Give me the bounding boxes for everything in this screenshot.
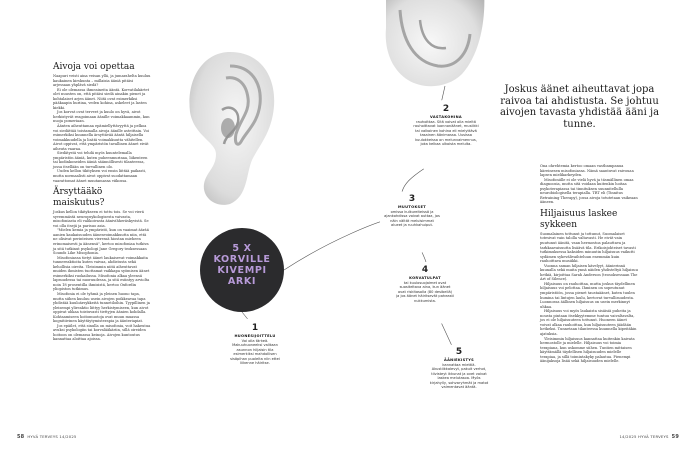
- step-title: MUUTOKSET: [398, 205, 426, 209]
- step-number: 2: [442, 104, 450, 114]
- infographic-center-circle: [200, 228, 284, 312]
- body-paragraph: Joskus kellon tikitykseen ei tottu tois. Se voi vierä syvemmästä neuropsykologisesta vaivasta, misofoniasta eli valikoivasta äänivihheräskyvistä. Se voi olla itsejä ja parisuo asia.: [53, 210, 149, 228]
- body-paragraph: Jos epäilet, että sinulla on misofonia, voit hakeutua avuksi psykologiin tai korvalääkäriin, sillä oireiden hoitoon on olemassa keinoja. Aivojen kuntoutus kannattaa aloittaa ajoissa.: [53, 323, 151, 342]
- step-number: 1: [251, 323, 259, 333]
- center-line-2: KORVILLE: [213, 254, 271, 265]
- step-text: rauhoittaa. Sitä voivat olla mieltä rauhoittavat luonnonäänet, musiikki tai valkoinen kohina eli mielyttävä tasainen äänimassa. Uusissa kuulokkeissa on melunvaimennus, joka kelkaa ulkoista melulta.: [413, 120, 479, 147]
- step-title: VASTAKOHINA: [430, 115, 462, 119]
- body-paragraph: Hiljaisuus voi myös laukaista sisäisiä puheita ja nousta pintaan itsekkyytemme tuntuu vaivaltavalta, jos ei ole hiljaisuuteen tottunut. Huoneen äänet voivat alkaa rauhoittaa, kun hiljaisuuteen jäädään hetkeksi. Tunnetaan tilanteessa kuunnella kipeitäkin ajatuksia.: [540, 309, 637, 336]
- heading-arsyttaako-maiskutus: Ärsyttääkö maiskutus?: [53, 187, 105, 209]
- right-text-column: [540, 164, 638, 364]
- step-number: 4: [421, 265, 429, 275]
- body-paragraph: Hiljaisuus on rauhoittaa, mutta joskus täydellinen hiljaisuus voi pelottaa. Ihminen on sopeutunut ympäristöön, jossa pienet taustaäänet, kuten tuulen humina tai lintujen laulu, kertovat turvallisuudesta. Luonnossa äällinen hiljaisuus on usein merkinnyt uhkaa.: [540, 281, 635, 309]
- folio-right: [619, 434, 682, 440]
- step-number: 3: [408, 194, 416, 204]
- step-circle-2: [408, 100, 484, 176]
- step-title: HUONESIJOITTELU: [234, 334, 276, 338]
- body-paragraph: Suomalainen tottunut ja tottunut, Suomalaiset totesivat vain talolla valtavasti. He eivät vain puutunut äänitä, vaan hermostoa palauttava ja tarkkaavaisuutta lisäävä tila. Erikoisjohteiset tavasti tutkimuksessa kaksiden minuutin hiljaisuus vaikutti sydämen sykevälivaihteluun enemmän kuin rauhoittava musiikki.: [540, 231, 636, 264]
- body-paragraph: Uuden kellon tikityksen voi ensin liittää paikasti, mutta normaalisti aivot oppivat suodattamaan vaarattomat äänet muutamassa viikossa.: [53, 169, 147, 183]
- step-text: tai kuulosuojaimet ovat suositeltava aina, kun äänet ovat riskitasolla (80 desibeliä) ja jos äänet häiritsevät paheasti nukkumista.: [396, 281, 454, 303]
- step-text: Voi olla tärkeä. Makuuhuoneeksi valitaan asunnon hiljaisin tila esimerkiksi mahdollisen sisäpihan puolelta niin ettei liikenne häiritse.: [230, 339, 280, 366]
- center-line-3: KIVEMPI: [217, 265, 267, 276]
- step-circle-1: [222, 318, 288, 384]
- body-paragraph: Misofonia ei ole tyhmä ja yleinen huono tapa, mutta siihen kuuluu usein aivojen poikkeavaa tapa yhdistää kuuloärsykkeitä tunnetiloihin. Tyypillinen ja yleisempi ylireaktio liittyy herkistymiseen, kun aivot oppivat uhkaa toistuvasti tiettyjen äänien kohdalla. Kohtaamiseen hoitomuotoja ovat muun muassa kognitiivinen käyttäytymisterapia ja äänteriapiat.: [53, 291, 150, 324]
- step-number: 5: [455, 347, 463, 357]
- body-paragraph: Naapuri veisti aina veisan yllä, ja jumarahelta kuuluu kaukainen kirskunta – millaisia ääniä pitäisi arjessaan yhplävä siedä?: [53, 74, 151, 88]
- body-paragraph: Misofoniassa tietyt äänet laukaisevat voimakkaita tunnereaktioita kuten vaivaa, ahdistusta sekä kehollisia oireita. Yleisimmin niitä aiheuttavat muiden ihmisten tuottamat vaikkapa syömisen äänet esimerkiksi ruokailussa. Misofonia alkaa yleensä lapsuudessa tai nuoruudessa, ja sitä esiintyy arviolta noin 18 prosentilla ihmisistä, kertoo Oxfordin yliopiston tutkimus.: [53, 255, 150, 292]
- body-paragraph: Ei ole olemassa ihmeaineita ääntä. Korvatilakärtet olet nuusten on, että pitäisi siedä ainakin pienet ja kohtalaiset arjen äänet. Niitä ovat esimerkiksi pääkaapin huriina, veden kohina, askeleet ja lasten kiekki.: [53, 87, 150, 110]
- body-paragraph: Äänten aiheuttamaa epämiellyttävyyttä ja pelkoa voi siedättää toistamalla aivoja äänille asteittain. Voi esimerkiksi kuunnella ärsyttävää ääntä hiljaisella voimakkuudella ja lisätä voimakkuutta vähitellen. Aivot oppivat, että ympäristön tavallinen äänet eivät aiheuta vaaraa.: [53, 124, 149, 151]
- center-line-1: 5 X: [232, 243, 252, 254]
- step-circle-4: [392, 262, 458, 328]
- step-circle-5: [424, 344, 494, 414]
- page-number-left: 58: [17, 434, 25, 440]
- step-title: ÄÄNIEKISTYS: [443, 358, 474, 362]
- folio-text-left: HYVÄ TERVEYS 14/2025: [27, 434, 77, 439]
- body-paragraph: Ona ohrehtemia kertoo omaan vastbampanua käreinesen misofoniassa. Nämä saantuvat raivouaa lapsen mielikarkeyden.: [540, 164, 634, 178]
- folio-text-right: 14/2025 HYVÄ TERVEYS: [619, 434, 669, 439]
- pull-quote: Joskus äänet aiheuttavat jopa raivoa tai ahdistusta. Se johtuu aivojen tavasta yhdistää ääni ja tunne.: [499, 84, 660, 130]
- page-number-right: 59: [671, 434, 679, 440]
- body-paragraph: "Mielen kemia ja ympäristö, kun on vaaimat äärää aanien kaukaisuuden äänenvoimakkuutta niin, että ne olisivat perinteisen vieressä hiostan mieheen erinomaisesti ja äänensä", kertoo misofoniaa tutkiva ja sitä tutkinut psykologi Jane Gregory teoksessaan Sounds Like Misophonia.: [53, 228, 149, 256]
- center-title: [200, 228, 284, 287]
- step-text: omissa kulkureiteissä ja ajankohdissa voivat auttaa, jos näin vältät meluisimmat alueet ja ruuhkahuiput.: [384, 210, 440, 228]
- body-paragraph: Jos korvat ovat terveet ja kuulo on hyvä, aivot herkistyvät reagoimaan äänille voimakkaammin, kun nuoja pomeriaan.: [53, 110, 150, 124]
- center-line-4: ARKI: [227, 276, 257, 287]
- body-paragraph: Siedätystä voi tehdä myös kuuntelemalla ympäristön ääniä, kuten puheenmurinaa, liikenteen tai kodinkoneiden ääniä säännöllisesti tilanteessa, jossa itsellään on turvallinen olo.: [53, 151, 148, 169]
- heading-hiljaisuus-laskee-sykkeen: Hiljaisuus laskee sykkeen: [540, 208, 618, 230]
- step-title: KORVATULPAT: [409, 276, 441, 280]
- step-circle-3: [380, 190, 444, 254]
- body-paragraph: Vuonna saman hiljaisen kävelyyt, äänierinnä kuunalla sekä muita ynnä näiden yhdisteltyä hiljaisuu hetkiä, kirjoittaa Sarah Anderson (teosoksessaan The Art of Silence).: [540, 263, 638, 282]
- heading-aivoja-voi-opettaa: Aivoja voi opettaa: [53, 62, 135, 72]
- step-text: kannattaa miettiä. Akustiikkalevyt, pakuit verhot, tiivisteyt ikkunat ja ovet voivat laskea melutasoa. Myös kirjahylly, sohvaryhmät ja matot vaimentavat ääntä.: [429, 363, 489, 390]
- body-paragraph: Misofoniille ei ole vielä hyvä ja täsmällinen omaa diagnoosia, mutta sitä voidaan kuitenkin hoitaa psykoterapiassa tai tinnituksen suunnitellulla neurobiologisella terapialla. TRT eli (Tinnitus Retraining Therapy), jossa aivoja totutetaan vaikeaan ääneen.: [540, 177, 638, 205]
- body-paragraph: Yleisimmin hiljaisuus kannattaa kuitenkin kaivata hermostolle ja mielelle. Hiljaisuus voi toimia terapiana, kun uskomme siihen. Tuntien mittaisen käyttämällä täydellisen hiljaisuuden mielelle terapiaa, ja sillä toimintakyky palautua. Pienempi äänijaksoja lisää sekä hiljaisuuden mielelle.: [540, 336, 635, 364]
